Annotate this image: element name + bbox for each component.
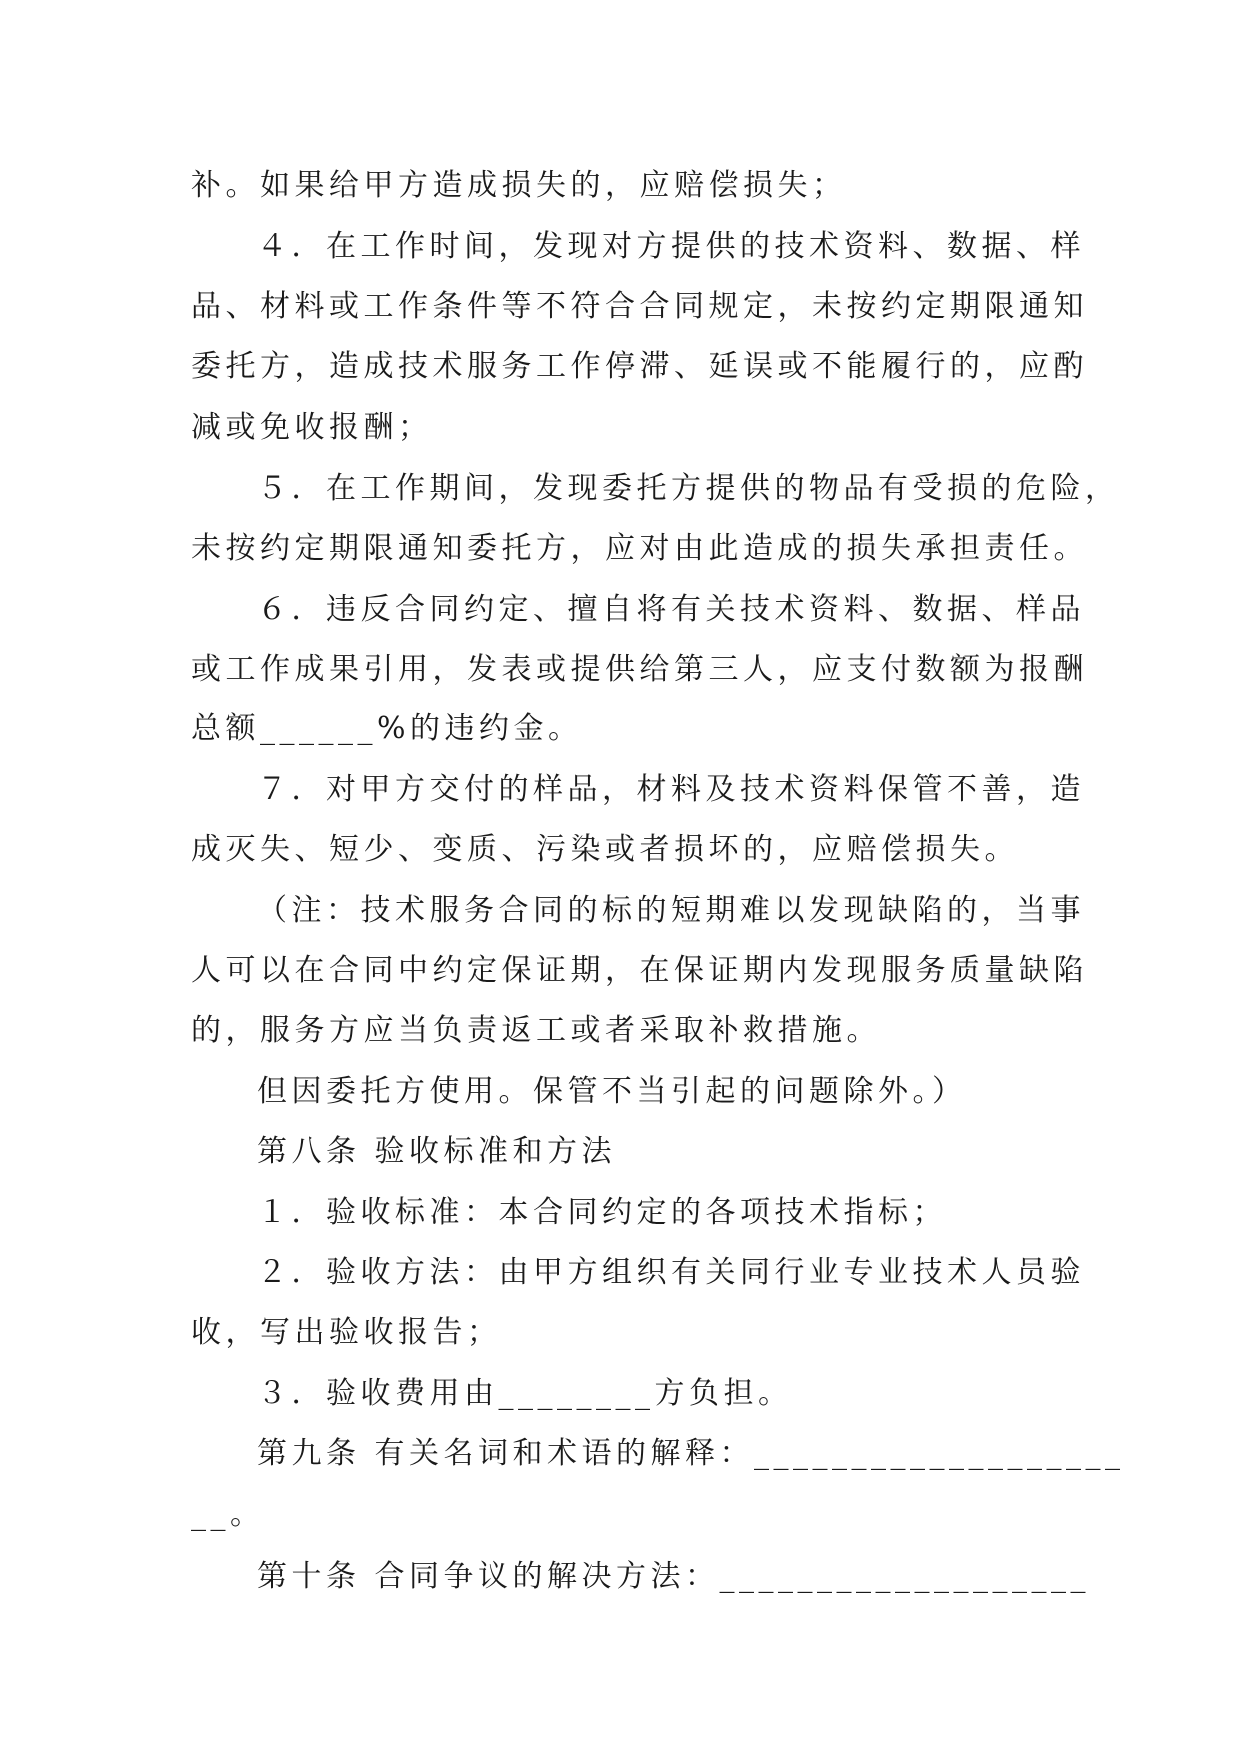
text-line: 品、材料或工作条件等不符合合同规定，未按约定期限通知 — [191, 289, 1088, 324]
text-line: __。 — [191, 1497, 265, 1532]
text-line: 收，写出验收报告； — [191, 1315, 502, 1350]
acceptance-item-2: ２．验收方法：由甲方组织有关同行业专业技术人员验 — [257, 1255, 1085, 1290]
acceptance-item-3: ３．验收费用由________方负担。 — [257, 1376, 793, 1411]
text-line: 补。如果给甲方造成损失的，应赔偿损失； — [191, 168, 847, 203]
article-9-line: 第九条 有关名词和术语的解释：___________________ — [257, 1436, 1125, 1471]
text-line: 但因委托方使用。保管不当引起的问题除外。） — [257, 1074, 967, 1109]
article-10-line: 第十条 合同争议的解决方法：___________________ — [257, 1559, 1091, 1594]
clause-4-line: ４．在工作时间，发现对方提供的技术资料、数据、样 — [257, 229, 1085, 264]
clause-6-line: ６．违反合同约定、擅自将有关技术资料、数据、样品 — [257, 592, 1085, 627]
clause-5-line: ５．在工作期间，发现委托方提供的物品有受损的危险， — [257, 471, 1120, 506]
text-line: 人可以在合同中约定保证期，在保证期内发现服务质量缺陷 — [191, 953, 1088, 988]
text-line: 成灭失、短少、变质、污染或者损坏的，应赔偿损失。 — [191, 832, 1019, 867]
clause-7-line: ７．对甲方交付的样品，材料及技术资料保管不善，造 — [257, 772, 1085, 807]
text-line: 的，服务方应当负责返工或者采取补救措施。 — [191, 1013, 881, 1048]
text-line: 未按约定期限通知委托方，应对由此造成的损失承担责任。 — [191, 531, 1088, 566]
text-line: 或工作成果引用，发表或提供给第三人，应支付数额为报酬 — [191, 652, 1088, 687]
note-line: （注：技术服务合同的标的短期难以发现缺陷的，当事 — [257, 893, 1085, 928]
article-8-heading: 第八条 验收标准和方法 — [257, 1134, 617, 1169]
text-line: 减或免收报酬； — [191, 410, 433, 445]
acceptance-item-1: １．验收标准：本合同约定的各项技术指标； — [257, 1195, 947, 1230]
text-line: 总额______%的违约金。 — [191, 711, 583, 746]
text-line: 委托方，造成技术服务工作停滞、延误或不能履行的，应酌 — [191, 349, 1088, 384]
